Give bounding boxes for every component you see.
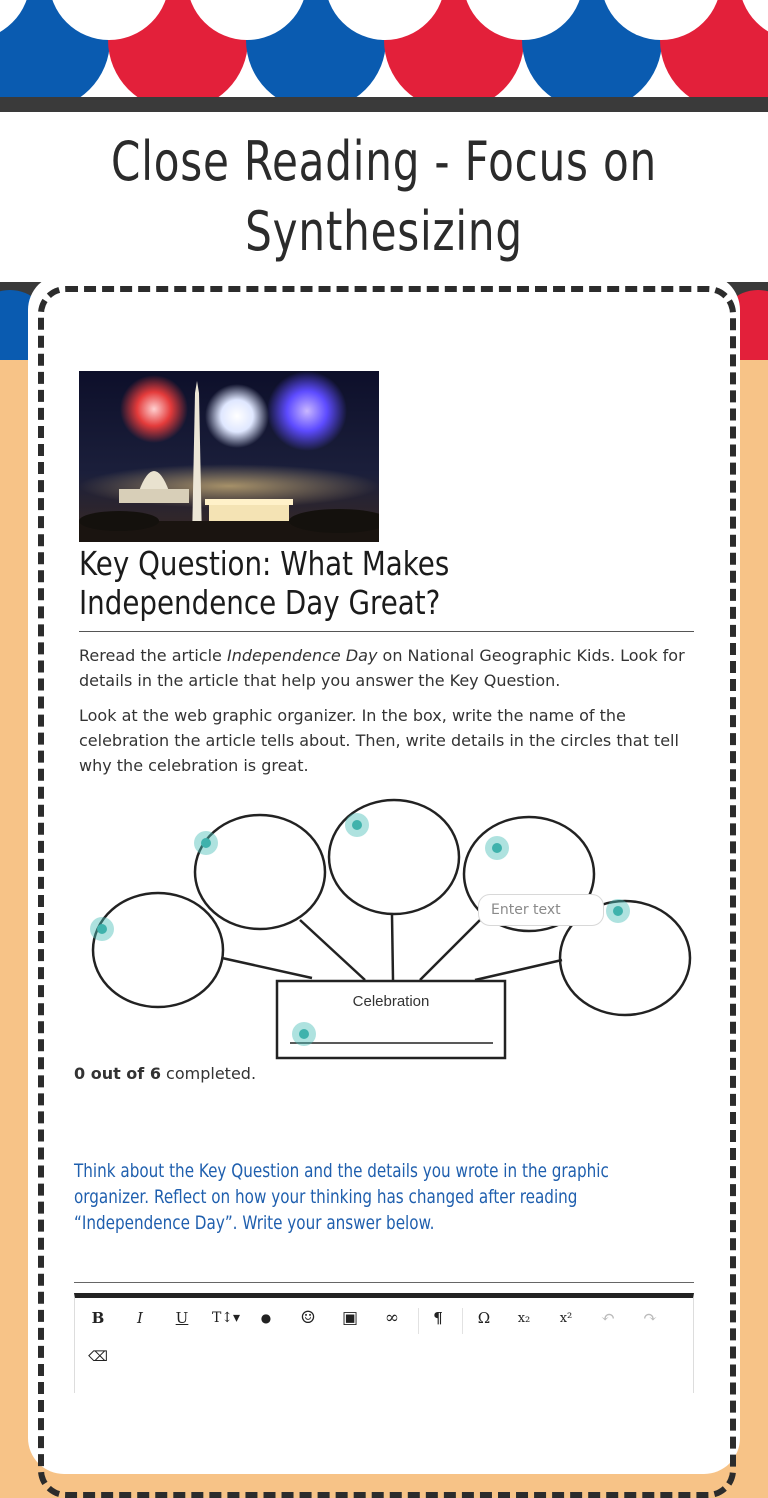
paragraph-icon: ¶ bbox=[433, 1309, 443, 1327]
redo-button[interactable] bbox=[632, 1301, 668, 1335]
underline-icon: U bbox=[175, 1309, 189, 1327]
completion-count: 0 out of 6 bbox=[74, 1064, 161, 1083]
reflection-prompt: Think about the Key Question and the details you wrote in the graphic organizer. Reflect on how your thinking has changed after reading “Independence Day”. Write your answer below. bbox=[74, 1160, 609, 1234]
organizer-hotspot[interactable] bbox=[606, 899, 630, 923]
special-char-icon: Ω bbox=[477, 1309, 491, 1327]
paragraph-button[interactable] bbox=[420, 1301, 456, 1335]
text-size-icon: T↕▾ bbox=[211, 1310, 241, 1326]
article-title: Independence Day bbox=[226, 646, 378, 665]
celebration-label: Celebration bbox=[352, 993, 430, 1010]
undo-icon: ↶ bbox=[600, 1308, 616, 1328]
clear-format-button[interactable] bbox=[80, 1340, 116, 1374]
organizer-text-input[interactable] bbox=[478, 894, 604, 926]
instruction-text: on National Geographic Kids. Look for details in the article that help you answer the Key Question. bbox=[79, 646, 685, 690]
italic-button[interactable] bbox=[122, 1301, 158, 1335]
instruction-paragraph-2: Look at the web graphic organizer. In the box, write the name of the celebration the article tells about. Then, write details in the circles that tell why the celebration is great. bbox=[79, 706, 679, 775]
link-icon: ∞ bbox=[384, 1308, 400, 1328]
insert-link-button[interactable] bbox=[374, 1301, 410, 1335]
toolbar-separator bbox=[418, 1308, 419, 1334]
organizer-hotspot[interactable] bbox=[292, 1022, 316, 1046]
title-bar bbox=[0, 112, 768, 282]
heading-divider bbox=[79, 631, 694, 632]
completion-status bbox=[74, 1064, 256, 1083]
completion-suffix: completed. bbox=[160, 1064, 257, 1083]
organizer-hotspot[interactable] bbox=[345, 813, 369, 837]
web-graphic-organizer bbox=[80, 790, 700, 1070]
subscript-icon: x₂ bbox=[517, 1310, 531, 1326]
instruction-text: Reread the article bbox=[79, 646, 227, 665]
emoji-icon: ☺ bbox=[300, 1308, 316, 1328]
undo-button[interactable] bbox=[590, 1301, 626, 1335]
page-title: Close Reading - Focus on Synthesizing bbox=[111, 130, 657, 263]
instruction-paragraph-1 bbox=[79, 643, 694, 693]
text-color-button[interactable] bbox=[248, 1301, 284, 1335]
italic-icon: I bbox=[137, 1309, 143, 1327]
bold-button[interactable] bbox=[80, 1301, 116, 1335]
superscript-icon: x² bbox=[559, 1310, 573, 1326]
organizer-hotspot[interactable] bbox=[194, 831, 218, 855]
fireworks-photo bbox=[79, 371, 379, 542]
text-size-button[interactable] bbox=[206, 1301, 246, 1335]
key-question-heading: Key Question: What Makes Independence Day Great? bbox=[79, 544, 450, 622]
subscript-button[interactable] bbox=[506, 1301, 542, 1335]
bold-icon: B bbox=[91, 1309, 105, 1327]
special-character-button[interactable] bbox=[466, 1301, 502, 1335]
rich-text-toolbar bbox=[74, 1293, 694, 1393]
image-icon: ▣ bbox=[341, 1308, 359, 1328]
organizer-hotspot[interactable] bbox=[90, 917, 114, 941]
toolbar-separator bbox=[462, 1308, 463, 1334]
underline-button[interactable] bbox=[164, 1301, 200, 1335]
emoji-button[interactable] bbox=[290, 1301, 326, 1335]
insert-image-button[interactable] bbox=[332, 1301, 368, 1335]
redo-icon: ↷ bbox=[642, 1308, 658, 1328]
superscript-button[interactable] bbox=[548, 1301, 584, 1335]
color-drop-icon: ● bbox=[260, 1311, 272, 1325]
organizer-hotspot[interactable] bbox=[485, 836, 509, 860]
eraser-icon: ⌫ bbox=[88, 1349, 108, 1365]
prompt-divider bbox=[74, 1282, 694, 1283]
